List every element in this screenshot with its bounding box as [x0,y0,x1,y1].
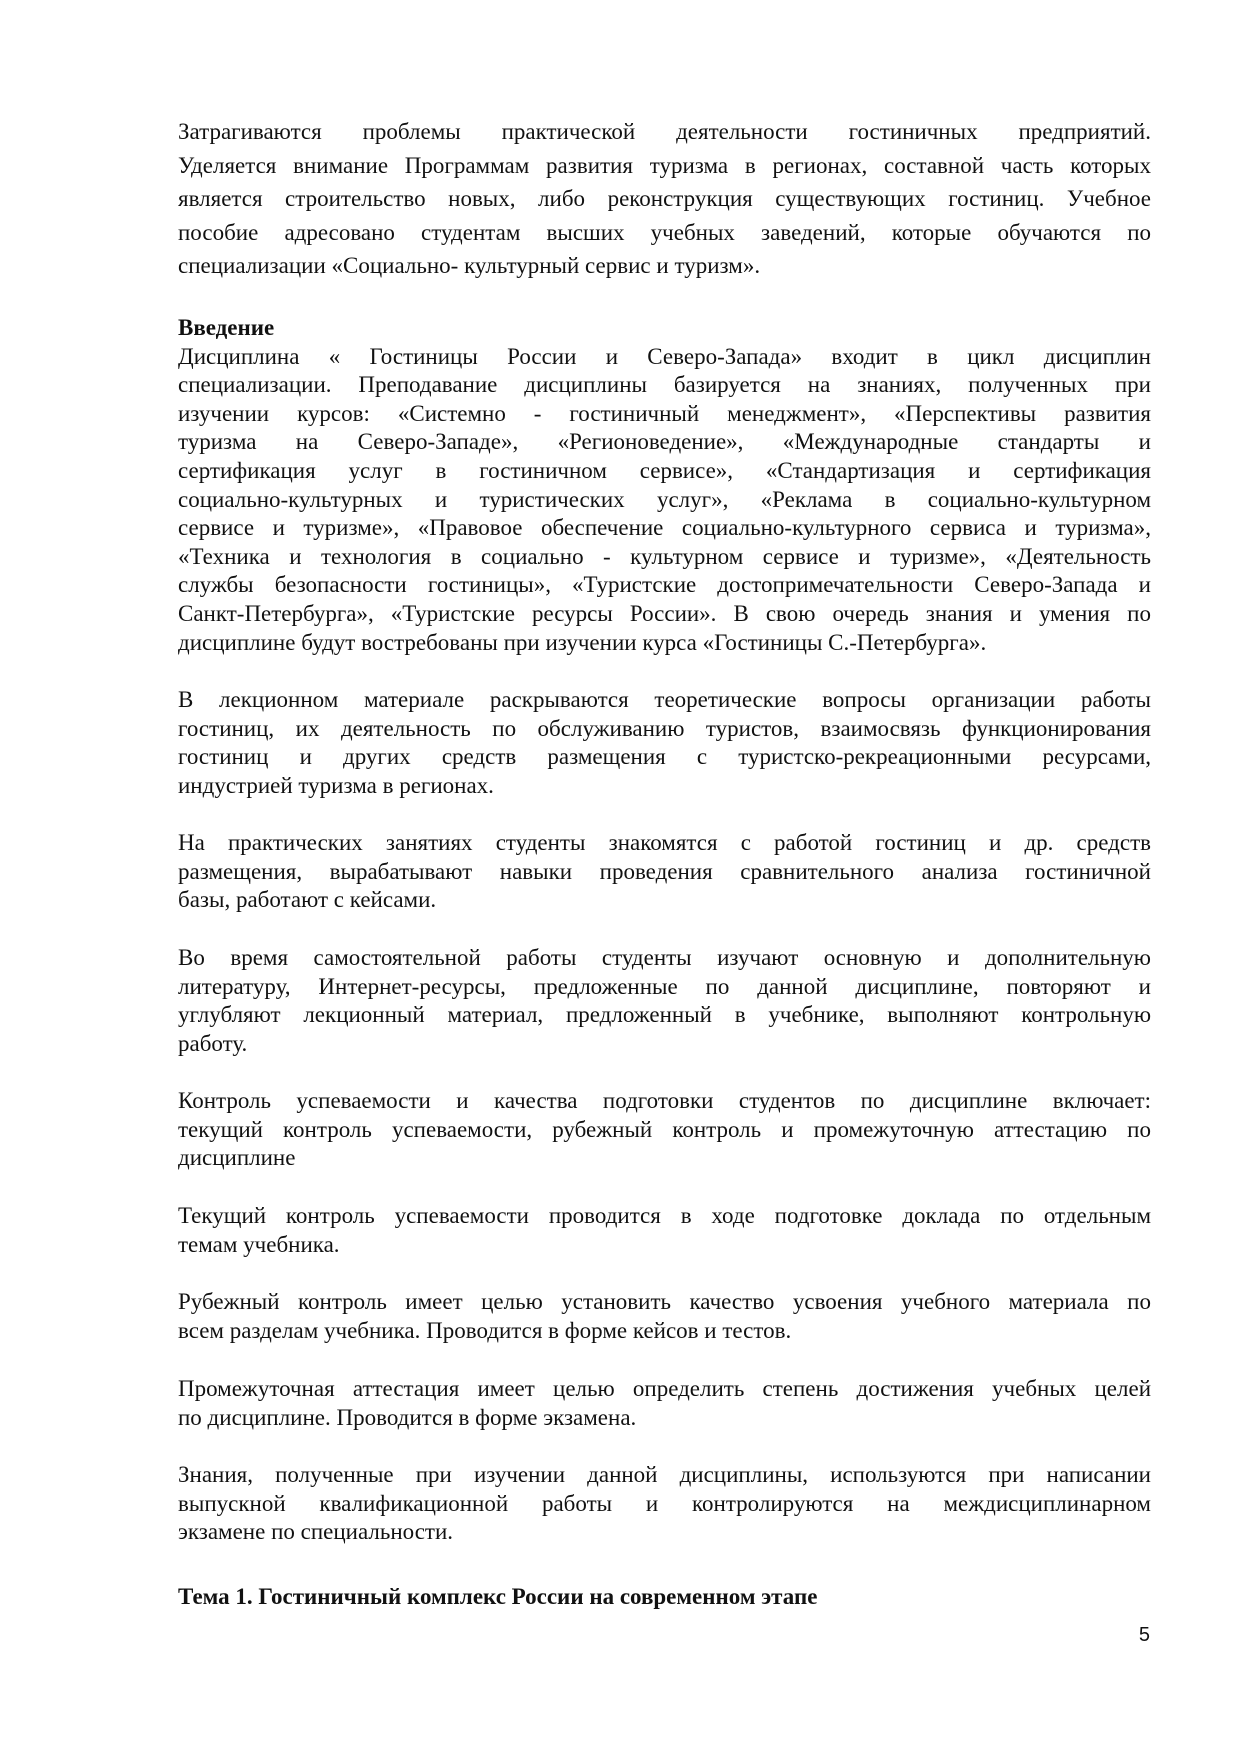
paragraph [178,1375,1151,1432]
text-line: туризма на Северо-Западе», «Регионоведение», «Международные стандарты и [178,429,1151,455]
text-line: Уделяется внимание Программам развития туризма в регионах, составной часть которых [178,152,1151,178]
text-line: является строительство новых, либо реконструкция существующих гостиниц. Учебное [178,186,1151,211]
text-line: Дисциплина « Гостиницы России и Северо-Запада» входит в цикл дисциплин [178,343,1151,369]
text-line: Знания, полученные при изучении данной дисциплины, используются при написании [178,1462,1151,1487]
text-line: индустрией туризма в регионах. [178,772,494,798]
text-line: изучении курсов: «Системно - гостиничный менеджмент», «Перспективы развития [178,400,1151,426]
paragraph [178,1202,1151,1259]
paragraph [178,1461,1151,1547]
text-line: Текущий контроль успеваемости проводится в ходе подготовке доклада по отдельным [178,1203,1151,1228]
introduction-section [178,314,1151,657]
text-line: гостиниц, их деятельность по обслуживанию туристов, взаимосвязь функционирования [178,715,1151,741]
paragraph [178,115,1151,283]
text-line: углубляют лекционный материал, предложенный в учебнике, выполняют контрольную [178,1002,1151,1028]
text-line: дисциплине будут востребованы при изучении курса «Гостиницы С.-Петербурга». [178,629,987,655]
text-line: специализации. Преподавание дисциплины базируется на знаниях, полученных при [178,372,1151,398]
text-line: Контроль успеваемости и качества подготовки студентов по дисциплине включает: [178,1088,1151,1113]
text-line: по дисциплине. Проводится в форме экзамена. [178,1404,637,1430]
text-line: Во время самостоятельной работы студенты изучают основную и дополнительную [178,945,1151,970]
paragraph [178,686,1151,800]
text-line: На практических занятиях студенты знакомятся с работой гостиниц и др. средств [178,830,1151,855]
page-number: 5 [1138,1624,1150,1646]
text-line: Затрагиваются проблемы практической деятельности гостиничных предприятий. [178,119,1151,144]
text-line: сертификация услуг в гостиничном сервисе», «Стандартизация и сертификация [178,457,1151,483]
topic-heading [178,1583,1151,1612]
text-line: социально-культурных и туристических услуг», «Реклама в социально-культурном [178,486,1151,512]
topic-heading-text: Тема 1. Гостиничный комплекс России на современном этапе [178,1584,818,1609]
section-heading: Введение [178,315,275,340]
text-line: В лекционном материале раскрываются теоретические вопросы организации работы [178,687,1151,712]
text-line: пособие адресовано студентам высших учебных заведений, которые обучаются по [178,219,1151,245]
text-line: литературу, Интернет-ресурсы, предложенные по данной дисциплине, повторяют и [178,973,1151,999]
text-line: работу. [178,1030,248,1056]
text-line: сервисе и туризме», «Правовое обеспечение социально-культурного сервиса и туризма», [178,515,1151,541]
paragraph [178,944,1151,1058]
text-line: службы безопасности гостиницы», «Туристские достопримечательности Северо-Запада и [178,572,1151,598]
text-line: выпускной квалификационной работы и контролируются на междисциплинарном [178,1490,1151,1516]
text-line: всем разделам учебника. Проводится в форме кейсов и тестов. [178,1317,792,1343]
text-line: «Техника и технология в социально - культурном сервисе и туризме», «Деятельность [178,543,1151,569]
text-line: темам учебника. [178,1231,340,1257]
paragraph [178,1087,1151,1173]
paragraph [178,1288,1151,1345]
text-line: гостиниц и других средств размещения с туристско-рекреационными ресурсами, [178,744,1151,770]
text-line: Санкт-Петербурга», «Туристские ресурсы России». В свою очередь знания и умения по [178,600,1151,626]
text-line: экзамене по специальности. [178,1519,454,1545]
text-line: размещения, вырабатывают навыки проведения сравнительного анализа гостиничной [178,858,1151,884]
text-line: Рубежный контроль имеет целью установить качество усвоения учебного материала по [178,1289,1151,1314]
text-line: Промежуточная аттестация имеет целью определить степень достижения учебных целей [178,1376,1151,1401]
text-line: базы, работают с кейсами. [178,887,437,913]
text-line: текущий контроль успеваемости, рубежный контроль и промежуточную аттестацию по [178,1116,1151,1142]
text-line: специализации «Социально- культурный сервис и туризм». [178,253,761,278]
paragraph [178,829,1151,915]
text-line: дисциплине [178,1145,296,1171]
